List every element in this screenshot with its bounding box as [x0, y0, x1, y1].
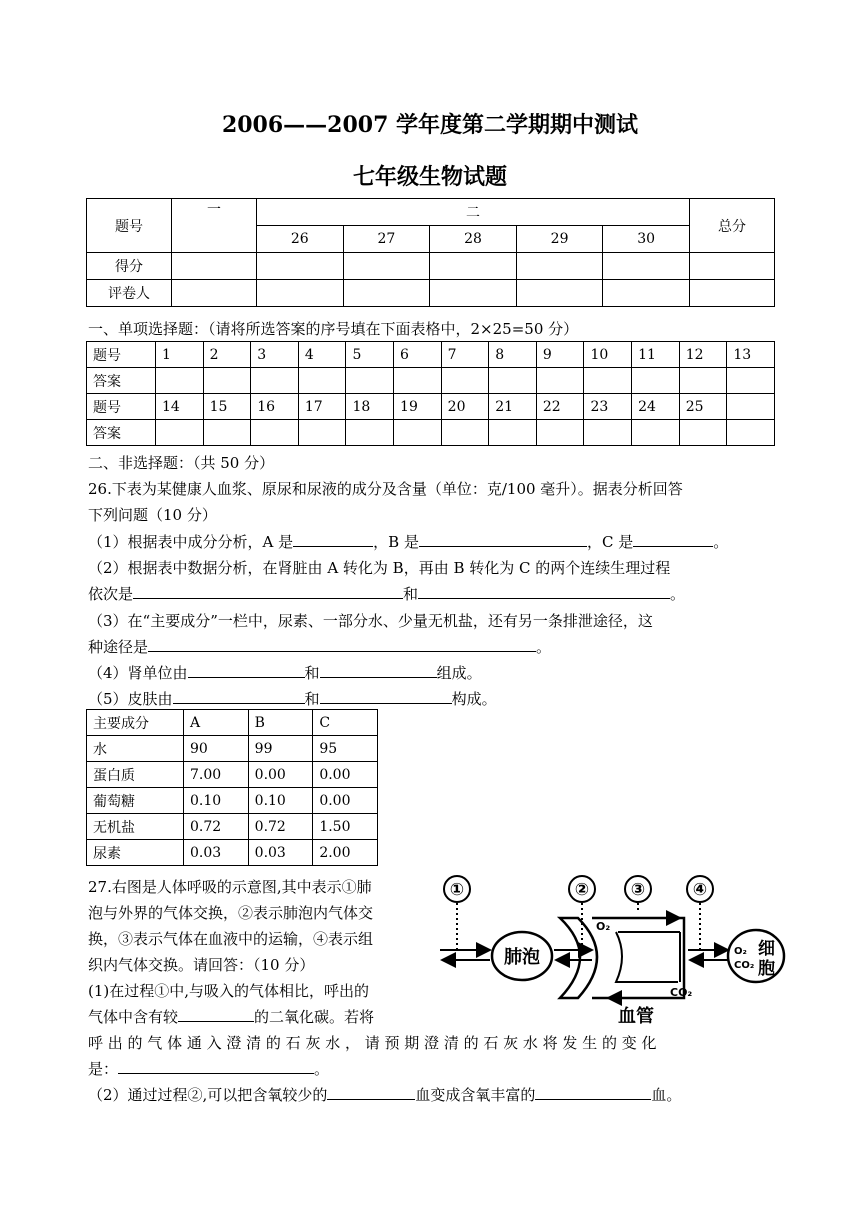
answer-number: 4 — [298, 342, 346, 368]
comp-cell: 无机盐 — [87, 814, 184, 840]
q27-l8-text-a: 是： — [88, 1060, 119, 1078]
q26-blank-process-1[interactable] — [133, 584, 403, 599]
answer-number: 20 — [441, 394, 489, 420]
co2-label: CO₂ — [670, 986, 693, 999]
comp-cell: 葡萄糖 — [87, 788, 184, 814]
comp-cell: 0.03 — [184, 840, 249, 866]
score-cell[interactable] — [603, 280, 690, 307]
q26-p2-text-c: 和 — [403, 585, 419, 603]
answer-label-q: 题号 — [87, 394, 156, 420]
answer-cell[interactable] — [251, 368, 299, 394]
vessel-wall-left — [560, 918, 597, 998]
q27-line-3: 换，③表示气体在血液中的运输，④表示组 — [88, 930, 374, 948]
comp-cell: 0.00 — [313, 762, 378, 788]
comp-cell: 99 — [248, 736, 313, 762]
answer-cell[interactable] — [298, 420, 346, 446]
score-header-total: 总分 — [690, 199, 775, 253]
page-title: 2006——2007 学年度第二学期期中测试 — [221, 112, 639, 138]
answer-cell[interactable] — [679, 420, 727, 446]
comp-cell: 0.00 — [248, 762, 313, 788]
q27-line-9 — [88, 1084, 681, 1105]
score-cell[interactable] — [257, 280, 344, 307]
score-cell[interactable] — [690, 253, 775, 280]
answer-number: 17 — [298, 394, 346, 420]
comp-cell: 90 — [184, 736, 249, 762]
answer-cell[interactable] — [298, 368, 346, 394]
answer-number: 24 — [632, 394, 680, 420]
comp-cell: 0.00 — [313, 788, 378, 814]
q26-part-5 — [88, 688, 497, 709]
cell-o2-label: O₂ — [734, 946, 747, 957]
answer-cell[interactable] — [441, 368, 489, 394]
score-cell[interactable] — [172, 280, 257, 307]
q26-part-4 — [88, 662, 482, 683]
comp-cell: 2.00 — [313, 840, 378, 866]
comp-cell: 0.10 — [248, 788, 313, 814]
q26-p5-text-c: 构成。 — [451, 690, 497, 708]
score-row-defen: 得分 — [87, 253, 172, 280]
q27-line-5: (1)在过程①中,与吸入的气体相比，呼出的 — [88, 982, 370, 1000]
q26-p4-text-a: （4）肾单位由 — [88, 664, 188, 682]
q27-blank-co2[interactable] — [178, 1007, 254, 1022]
comp-header: A — [184, 710, 249, 736]
score-col: 29 — [516, 226, 603, 253]
comp-cell: 尿素 — [87, 840, 184, 866]
q26-p4-text-b: 和 — [304, 664, 320, 682]
answer-cell[interactable] — [489, 420, 537, 446]
answer-number: 23 — [584, 394, 632, 420]
answer-cell[interactable] — [203, 368, 251, 394]
q26-p5-text-a: （5）皮肤由 — [88, 690, 173, 708]
answer-cell[interactable] — [632, 420, 680, 446]
comp-cell: 7.00 — [184, 762, 249, 788]
score-col: 26 — [257, 226, 344, 253]
q26-p1-text-c: ，C 是 — [586, 533, 634, 551]
comp-header: C — [313, 710, 378, 736]
vessel-inner — [616, 932, 678, 982]
comp-cell: 1.50 — [313, 814, 378, 840]
answer-number: 18 — [346, 394, 394, 420]
answer-label-q: 题号 — [87, 342, 156, 368]
o2-label: O₂ — [596, 920, 611, 933]
score-col: 30 — [603, 226, 690, 253]
answer-number: 15 — [203, 394, 251, 420]
answer-cell[interactable] — [632, 368, 680, 394]
score-header-tihao: 题号 — [87, 199, 172, 253]
q27-l9-text-b: 血变成含氧丰富的 — [415, 1086, 536, 1104]
q27-line-6 — [88, 1006, 374, 1027]
comp-cell: 95 — [313, 736, 378, 762]
cell-label-b: 胞 — [758, 959, 775, 979]
q27-line-4: 织内气体交换。请回答：（10 分） — [88, 956, 315, 974]
respiration-diagram — [432, 870, 792, 1030]
answer-number: 8 — [489, 342, 537, 368]
answer-number: 16 — [251, 394, 299, 420]
q26-p3-text-c: 。 — [536, 638, 552, 656]
answer-cell[interactable] — [251, 420, 299, 446]
q26-stem-1: 26.下表为某健康人血浆、原尿和尿液的成分及含量（单位：克/100 毫升）。据表分析回答 — [88, 480, 683, 498]
answer-cell[interactable] — [346, 368, 394, 394]
answer-number — [727, 394, 775, 420]
section-1-heading: 一、单项选择题：（请将所选答案的序号填在下面表格中，2×25=50 分） — [88, 320, 579, 338]
q27-blank-blood-2[interactable] — [535, 1085, 651, 1100]
answer-table — [86, 341, 775, 446]
answer-number: 1 — [156, 342, 204, 368]
answer-cell[interactable] — [536, 420, 584, 446]
step-3-label: ③ — [630, 880, 646, 900]
q26-blank-process-2[interactable] — [418, 584, 670, 599]
q26-part-3a: （3）在“主要成分”一栏中，尿素、一部分水、少量无机盐，还有另一条排泄途径，这 — [88, 612, 653, 630]
answer-cell[interactable] — [536, 368, 584, 394]
step-1-label: ① — [449, 880, 465, 900]
q27-l9-text-c: 血。 — [651, 1086, 682, 1104]
answer-label-a: 答案 — [87, 368, 156, 394]
comp-cell: 0.72 — [184, 814, 249, 840]
answer-number: 10 — [584, 342, 632, 368]
answer-number: 5 — [346, 342, 394, 368]
page-subtitle: 七年级生物试题 — [352, 164, 507, 190]
answer-number: 22 — [536, 394, 584, 420]
q26-stem-2: 下列问题（10 分） — [88, 506, 217, 524]
answer-number: 13 — [727, 342, 775, 368]
score-cell[interactable] — [343, 253, 430, 280]
answer-cell[interactable] — [203, 420, 251, 446]
q27-l9-text-a: （2）通过过程②,可以把含氧较少的 — [88, 1086, 328, 1104]
answer-number: 11 — [632, 342, 680, 368]
q26-p4-text-c: 组成。 — [436, 664, 482, 682]
comp-cell: 0.72 — [248, 814, 313, 840]
answer-cell[interactable] — [727, 420, 775, 446]
comp-header: 主要成分 — [87, 710, 184, 736]
score-row-pingjuan: 评卷人 — [87, 280, 172, 307]
answer-number: 12 — [679, 342, 727, 368]
q26-blank-nephron-1[interactable] — [188, 663, 305, 678]
score-cell[interactable] — [603, 253, 690, 280]
q26-blank-route[interactable] — [148, 637, 536, 652]
q27-blank-blood-1[interactable] — [327, 1085, 415, 1100]
q26-p2-text-d: 。 — [670, 585, 686, 603]
answer-number: 14 — [156, 394, 204, 420]
answer-number: 7 — [441, 342, 489, 368]
q26-blank-skin-2[interactable] — [320, 689, 452, 704]
score-header-er: 二 — [257, 199, 690, 226]
score-cell[interactable] — [516, 253, 603, 280]
comp-header: B — [248, 710, 313, 736]
q26-p5-text-b: 和 — [304, 690, 320, 708]
answer-cell[interactable] — [489, 368, 537, 394]
answer-cell[interactable] — [441, 420, 489, 446]
answer-number: 21 — [489, 394, 537, 420]
q26-p1-text-d: 。 — [713, 533, 729, 551]
answer-number: 6 — [394, 342, 442, 368]
vessel-label: 血管 — [618, 1006, 654, 1027]
section-2-heading: 二、非选择题：（共 50 分） — [88, 454, 275, 472]
q26-blank-c[interactable] — [633, 532, 713, 547]
q26-part-2b — [88, 583, 685, 604]
answer-cell[interactable] — [679, 368, 727, 394]
answer-cell[interactable] — [346, 420, 394, 446]
comp-cell: 蛋白质 — [87, 762, 184, 788]
q27-line-8 — [88, 1058, 329, 1079]
answer-number: 2 — [203, 342, 251, 368]
answer-cell[interactable] — [394, 368, 442, 394]
comp-cell: 水 — [87, 736, 184, 762]
q26-part-3b — [88, 636, 551, 657]
q26-p1-text-b: ，B 是 — [373, 533, 419, 551]
comp-cell: 0.10 — [184, 788, 249, 814]
score-cell[interactable] — [690, 280, 775, 307]
q27-line-7: 呼 出 的 气 体 通 入 澄 清 的 石 灰 水 ， 请 预 期 澄 清 的 石 灰 水 将 发 生 的 变 化 — [88, 1034, 657, 1052]
q26-part-2a: （2）根据表中数据分析，在肾脏由 A 转化为 B，再由 B 转化为 C 的两个连续生理过程 — [88, 559, 671, 577]
answer-label-a: 答案 — [87, 420, 156, 446]
score-header-yi: 一 — [172, 199, 257, 253]
answer-cell[interactable] — [156, 420, 204, 446]
alveolus-label: 肺泡 — [504, 947, 540, 968]
composition-table — [86, 709, 378, 866]
q27-l6-text-a: 气体中含有较 — [88, 1008, 179, 1026]
answer-cell[interactable] — [584, 368, 632, 394]
score-table — [86, 198, 775, 307]
answer-number: 25 — [679, 394, 727, 420]
score-col: 28 — [430, 226, 517, 253]
score-cell[interactable] — [343, 280, 430, 307]
q26-p2-text-b: 依次是 — [88, 585, 134, 603]
score-cell[interactable] — [172, 253, 257, 280]
q26-p1-text-a: （1）根据表中成分分析，A 是 — [88, 533, 294, 551]
score-cell[interactable] — [430, 280, 517, 307]
q26-p3-text-b: 种途径是 — [88, 638, 149, 656]
answer-cell[interactable] — [727, 368, 775, 394]
score-cell[interactable] — [257, 253, 344, 280]
score-cell[interactable] — [516, 280, 603, 307]
q26-blank-nephron-2[interactable] — [320, 663, 437, 678]
answer-number: 3 — [251, 342, 299, 368]
step-2-label: ② — [574, 880, 590, 900]
q27-blank-limewater[interactable] — [118, 1059, 314, 1074]
q27-l8-text-b: 。 — [314, 1060, 330, 1078]
score-col: 27 — [343, 226, 430, 253]
cell-co2-label: CO₂ — [734, 960, 755, 971]
answer-number: 9 — [536, 342, 584, 368]
q27-line-2: 泡与外界的气体交换，②表示肺泡内气体交 — [88, 904, 374, 922]
comp-cell: 0.03 — [248, 840, 313, 866]
answer-cell[interactable] — [394, 420, 442, 446]
q26-blank-b[interactable] — [419, 532, 587, 547]
q27-l6-text-b: 的二氧化碳。若将 — [254, 1008, 375, 1026]
answer-cell[interactable] — [584, 420, 632, 446]
answer-number: 19 — [394, 394, 442, 420]
q26-blank-a[interactable] — [293, 532, 373, 547]
q27-line-1: 27.右图是人体呼吸的示意图,其中表示①肺 — [88, 878, 372, 896]
cell-label-a: 细 — [758, 939, 775, 959]
step-4-label: ④ — [692, 880, 708, 900]
answer-cell[interactable] — [156, 368, 204, 394]
q26-blank-skin-1[interactable] — [173, 689, 305, 704]
q26-part-1 — [88, 531, 728, 552]
score-cell[interactable] — [430, 253, 517, 280]
